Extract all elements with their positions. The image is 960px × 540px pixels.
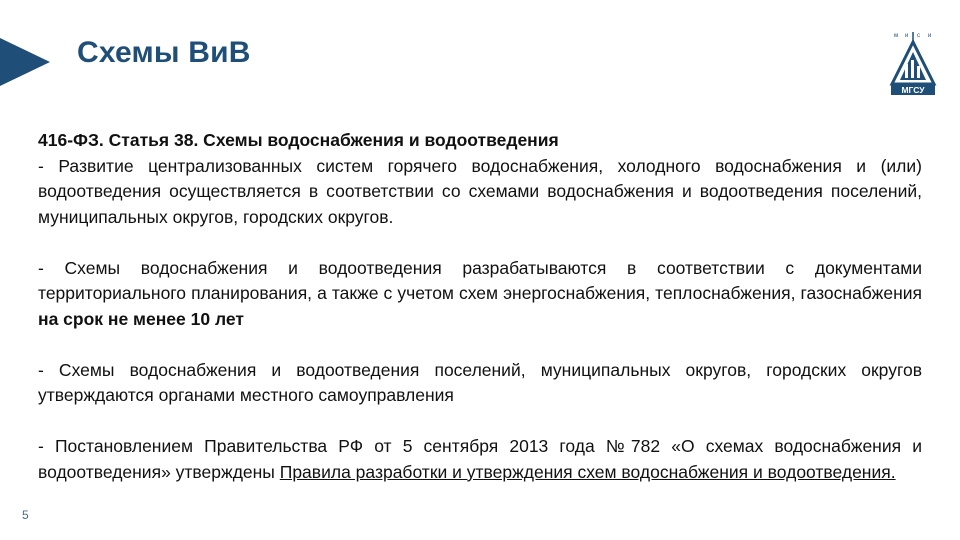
resolution-text: - Постановлением Правительства РФ от 5 сентября 2013 года №782 «О схемах водоснабжения и водоотведения» утверждены (38, 436, 922, 482)
logo-name: МГСУ (901, 85, 925, 95)
rules-link[interactable]: Правила разработки и утверждения схем водоснабжения и водоотведения. (279, 461, 896, 482)
law-heading: 416-ФЗ. Статья 38. Схемы водоснабжения и водоотведения (38, 130, 559, 150)
planning-text: - Схемы водоснабжения и водоотведения разрабатываются в соответствии с документами территориального планирования, а также с учетом схем энергоснабжения, теплоснабжения, газоснабжения (38, 257, 922, 303)
mgsu-logo-icon (888, 30, 938, 96)
logo-letter-1: м (894, 33, 899, 39)
paragraph-resolution (38, 434, 922, 485)
paragraph-planning (38, 256, 922, 333)
logo-letter-4: и (928, 33, 932, 39)
logo-letter-3: с (917, 33, 920, 39)
law-block (38, 128, 922, 230)
slide-content (38, 128, 922, 485)
slide-title: Схемы ВиВ (77, 36, 251, 69)
paragraph-approval: - Схемы водоснабжения и водоотведения поселений, муниципальных округов, городских округов утверждаются органами местного самоуправления (38, 359, 922, 405)
page-number: 5 (22, 508, 29, 522)
planning-term-bold: на срок не менее 10 лет (38, 308, 244, 329)
title-arrow-decoration (0, 38, 50, 86)
paragraph-development: - Развитие централизованных систем горячего водоснабжения, холодного водоснабжения и (или) водоотведения осуществляется в соответствии со схемами водоснабжения и водоотведения поселений, муниципальных округов, городских округов. (38, 155, 922, 227)
logo-letter-2: и (905, 33, 909, 39)
